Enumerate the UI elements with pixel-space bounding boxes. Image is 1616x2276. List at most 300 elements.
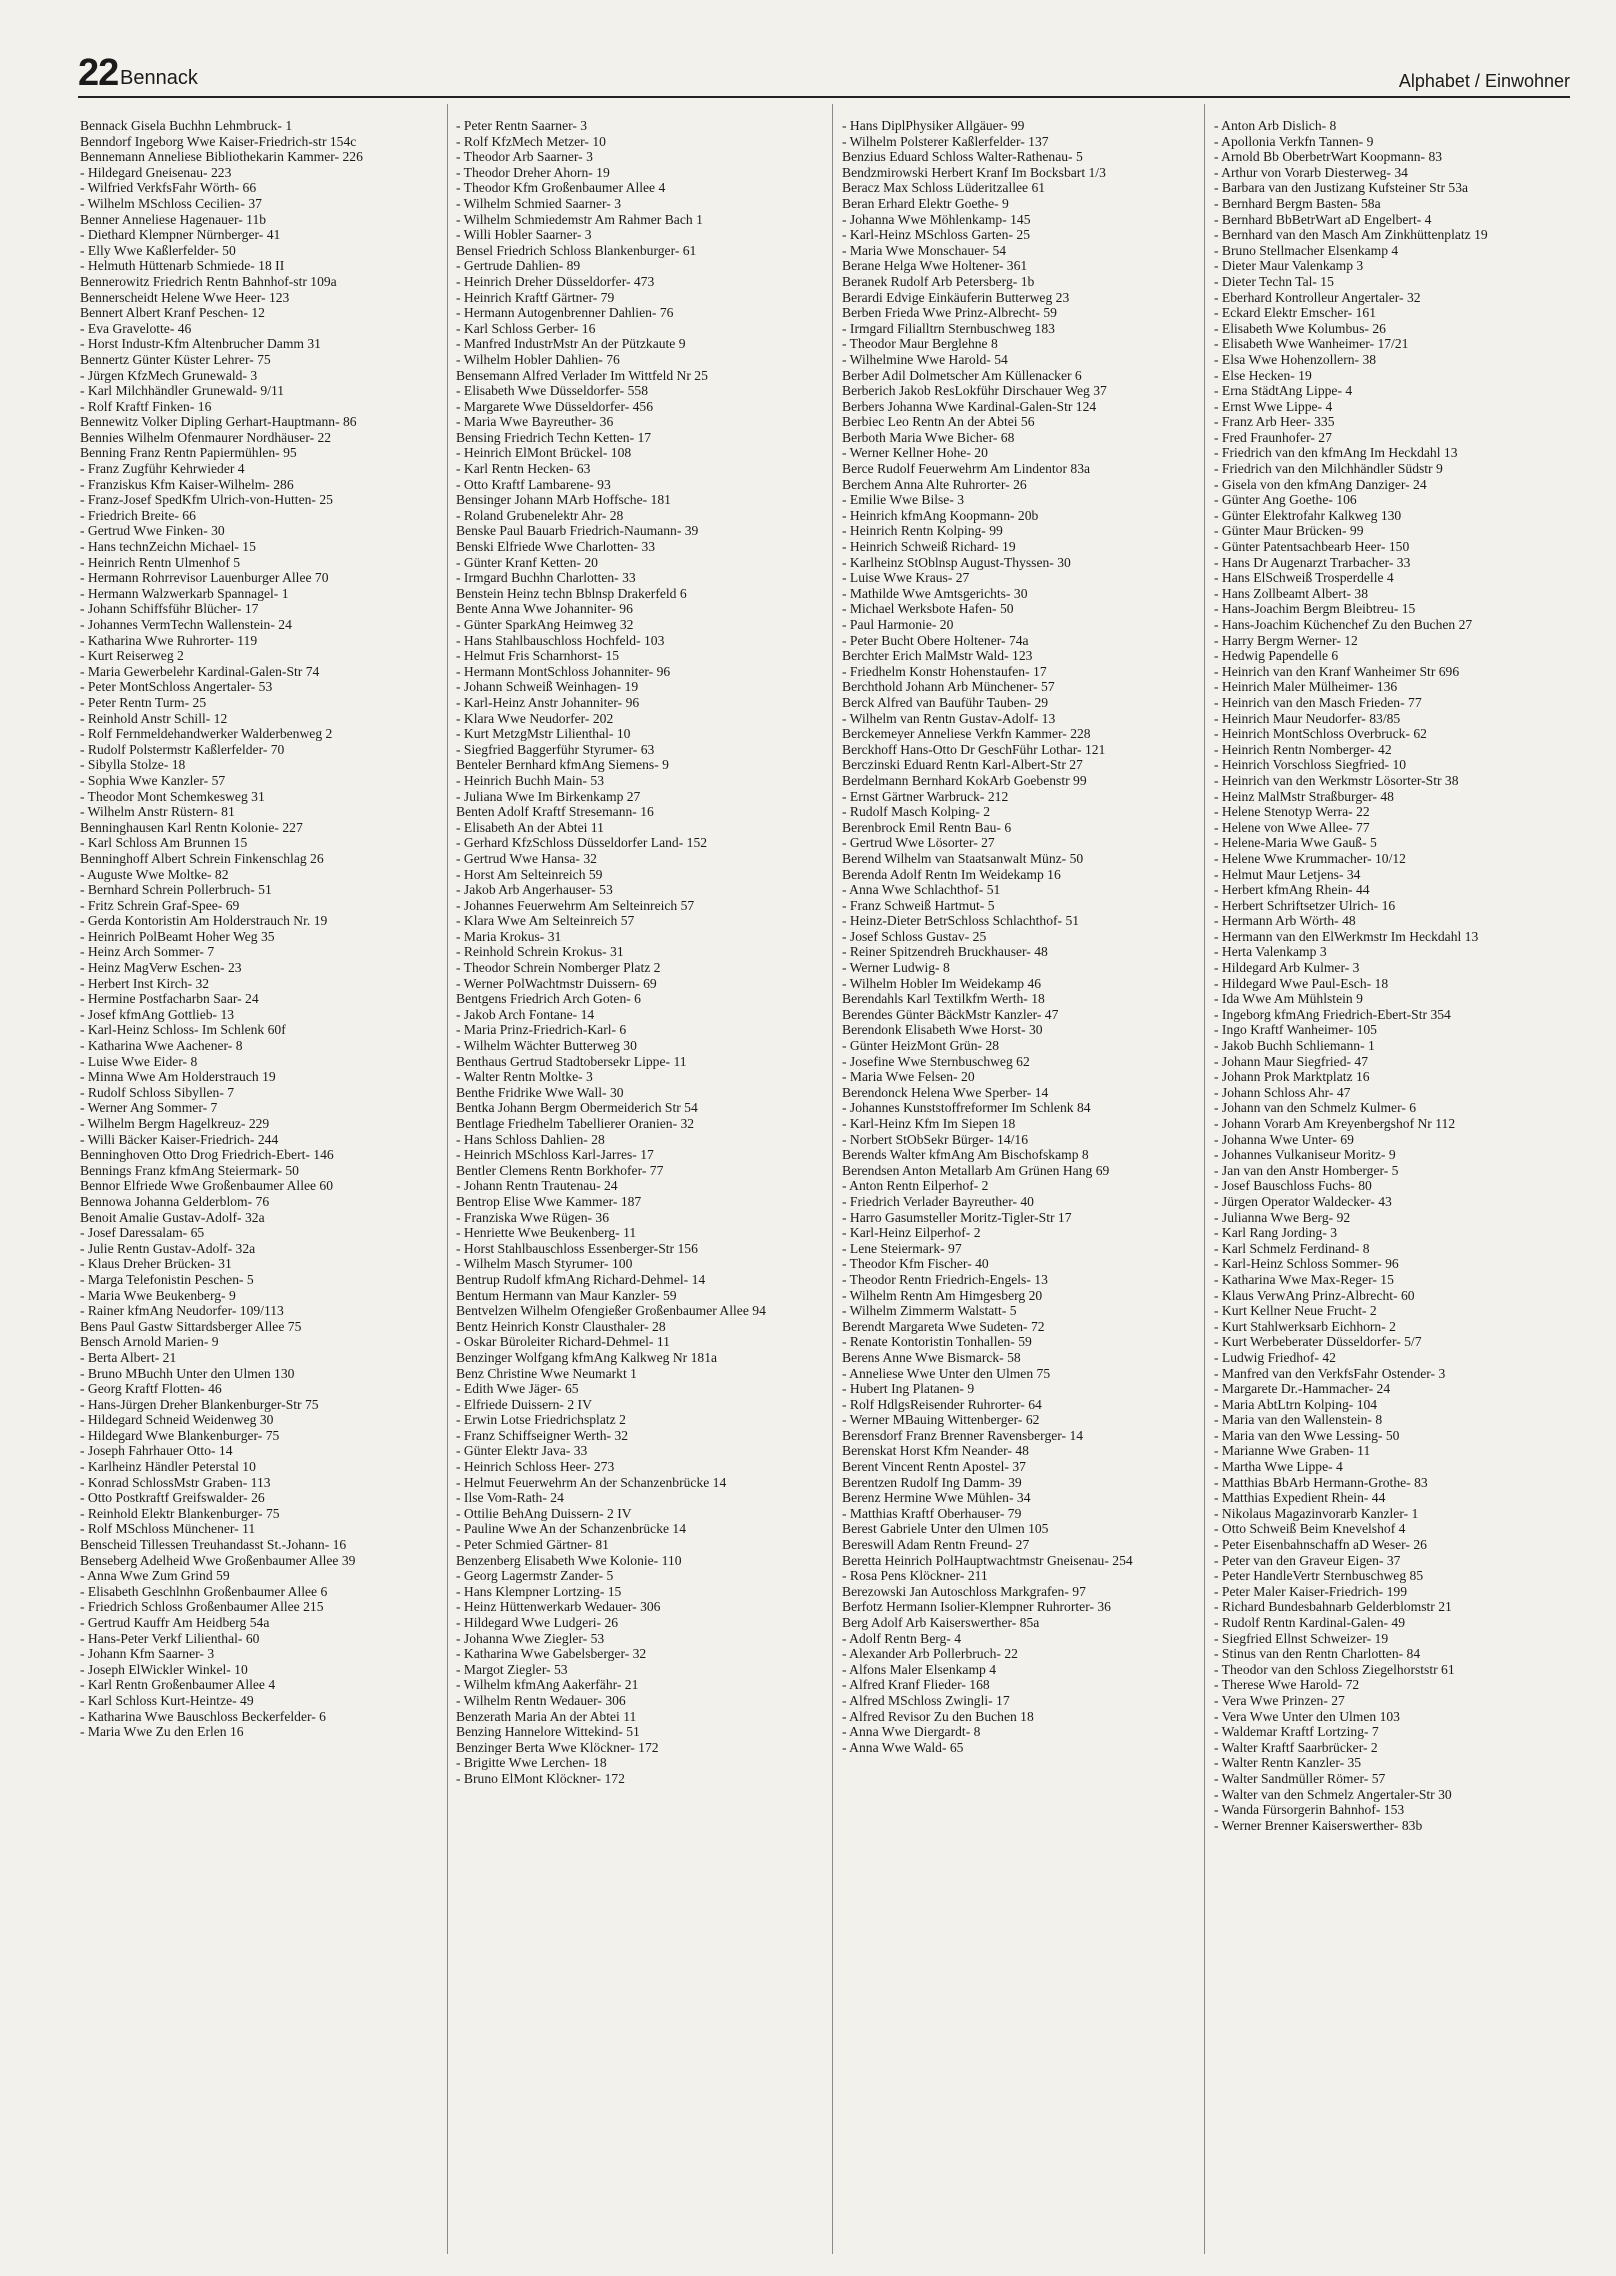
directory-entry: - Hans Zollbeamt Albert- 38 [1214, 585, 1369, 601]
directory-entry: - Peter MontSchloss Angertaler- 53 [80, 679, 273, 695]
directory-entry: - Heinrich Schloss Heer- 273 [456, 1459, 615, 1475]
directory-entry: - Johannes Vulkaniseur Moritz- 9 [1214, 1147, 1396, 1163]
directory-entry: - Gertrude Dahlien- 89 [456, 258, 581, 274]
directory-entry: - Franz Schiffseigner Werth- 32 [456, 1427, 629, 1443]
directory-entry: - Franz-Josef SpedKfm Ulrich-von-Hutten- 25 [80, 492, 333, 508]
directory-entry: - Wilhelm Masch Styrumer- 100 [456, 1256, 633, 1272]
directory-entry: - Franziska Wwe Rügen- 36 [456, 1209, 610, 1225]
directory-entry: - Kurt Werbeberater Düsseldorfer- 5/7 [1214, 1334, 1422, 1350]
directory-entry: Bensemann Alfred Verlader Im Wittfeld Nr 25 [456, 367, 708, 383]
directory-entry: - Minna Wwe Am Holderstrauch 19 [80, 1069, 276, 1085]
directory-entry: Bennies Wilhelm Ofenmaurer Nordhäuser- 22 [80, 429, 332, 445]
page-number: 22 [78, 52, 119, 94]
directory-entry: - Anna Wwe Diergardt- 8 [842, 1724, 981, 1740]
directory-entry: Benzinger Wolfgang kfmAng Kalkweg Nr 181a [456, 1349, 718, 1365]
directory-entry: - Herbert kfmAng Rhein- 44 [1214, 882, 1370, 898]
directory-entry: - Theodor Mont Schemkesweg 31 [80, 788, 265, 804]
directory-entry: - Günter Elektrofahr Kalkweg 130 [1214, 507, 1402, 523]
directory-entry: - Wilhelmine Wwe Harold- 54 [842, 351, 1008, 367]
directory-entry: - Walter Kraftf Saarbrücker- 2 [1214, 1739, 1378, 1755]
directory-entry: Bennerowitz Friedrich Rentn Bahnhof-str 109a [80, 273, 337, 289]
directory-entry: - Herbert Schriftsetzer Ulrich- 16 [1214, 897, 1396, 913]
directory-entry: Berckhoff Hans-Otto Dr GeschFühr Lothar- 121 [842, 741, 1106, 757]
directory-entry: - Theodor Dreher Ahorn- 19 [456, 164, 610, 180]
directory-entry: Berberich Jakob ResLokführ Dirschauer Weg 37 [842, 383, 1107, 399]
directory-entry: Berendes Günter BäckMstr Kanzler- 47 [842, 1006, 1059, 1022]
directory-entry: - Theodor van den Schloss Ziegelhorststr 61 [1214, 1661, 1455, 1677]
directory-entry: - Anna Wwe Schlachthof- 51 [842, 882, 1001, 898]
directory-entry: - Sophia Wwe Kanzler- 57 [80, 772, 226, 788]
directory-entry: - Jakob Buchh Schliemann- 1 [1214, 1038, 1375, 1054]
directory-entry: - Friedrich Breite- 66 [80, 507, 196, 523]
directory-entry: - Wilhelm van Rentn Gustav-Adolf- 13 [842, 710, 1056, 726]
directory-entry: - Maria Wwe Zu den Erlen 16 [80, 1724, 244, 1740]
directory-entry: - Berta Albert- 21 [80, 1349, 177, 1365]
directory-entry: - Bernhard van den Masch Am Zinkhüttenplatz 19 [1214, 227, 1488, 243]
directory-entry: - Bruno MBuchh Unter den Ulmen 130 [80, 1365, 295, 1381]
directory-entry: - Vera Wwe Prinzen- 27 [1214, 1692, 1345, 1708]
directory-entry: Beranek Rudolf Arb Petersberg- 1b [842, 273, 1035, 289]
directory-entry: - Johannes Kunststoffreformer Im Schlenk 84 [842, 1100, 1091, 1116]
directory-entry: - Karl Rang Jording- 3 [1214, 1225, 1338, 1241]
directory-entry: - Walter Rentn Moltke- 3 [456, 1069, 593, 1085]
directory-entry: Benz Christine Wwe Neumarkt 1 [456, 1365, 637, 1381]
directory-entry: - Hans-Joachim Bergm Bleibtreu- 15 [1214, 601, 1416, 617]
directory-entry: Berboth Maria Wwe Bicher- 68 [842, 429, 1015, 445]
directory-entry: - Fred Fraunhofer- 27 [1214, 429, 1332, 445]
directory-entry: - Johanna Wwe Unter- 69 [1214, 1131, 1354, 1147]
directory-entry: Benninghoven Otto Drog Friedrich-Ebert- 146 [80, 1147, 334, 1163]
directory-entry: - Franz Schweiß Hartmut- 5 [842, 897, 995, 913]
directory-entry: Berck Alfred van Bauführ Tauben- 29 [842, 694, 1049, 710]
directory-entry: - Michael Werksbote Hafen- 50 [842, 601, 1014, 617]
directory-entry: - Maria Prinz-Friedrich-Karl- 6 [456, 1022, 627, 1038]
directory-entry: - Hermann MontSchloss Johanniter- 96 [456, 663, 671, 679]
directory-entry: - Elsa Wwe Hohenzollern- 38 [1214, 351, 1377, 367]
directory-entry: Berchem Anna Alte Ruhrorter- 26 [842, 476, 1027, 492]
directory-entry: - Katharina Wwe Ruhrorter- 119 [80, 632, 258, 648]
directory-entry: - Ottilie BehAng Duissern- 2 IV [456, 1505, 632, 1521]
directory-entry: - Herbert Inst Kirch- 32 [80, 975, 210, 991]
running-head: Bennack [120, 67, 198, 89]
directory-entry: - Juliana Wwe Im Birkenkamp 27 [456, 788, 641, 804]
directory-entry: Berczinski Eduard Rentn Karl-Albert-Str 27 [842, 757, 1083, 773]
directory-entry: - Karl-Heinz Schloss- Im Schlenk 60f [80, 1022, 286, 1038]
directory-entry: - Wilhelm Wächter Butterweg 30 [456, 1038, 637, 1054]
directory-entry: - Heinrich MSchloss Karl-Jarres- 17 [456, 1147, 654, 1163]
directory-entry: - Willi Hobler Saarner- 3 [456, 227, 592, 243]
directory-entry: Bentgens Friedrich Arch Goten- 6 [456, 991, 641, 1007]
directory-entry: Benten Adolf Kraftf Stresemann- 16 [456, 804, 654, 820]
directory-entry: - Matthias BbArb Hermann-Grothe- 83 [1214, 1474, 1428, 1490]
directory-entry: Berg Adolf Arb Kaiserswerther- 85a [842, 1615, 1040, 1630]
directory-entry: - Jakob Arb Angerhauser- 53 [456, 882, 613, 898]
directory-entry: - Wilfried VerkfsFahr Wörth- 66 [80, 180, 257, 196]
directory-entry: Berend Wilhelm van Staatsanwalt Münz- 50 [842, 850, 1084, 866]
directory-entry: - Friedrich Verlader Bayreuther- 40 [842, 1193, 1034, 1209]
directory-entry: - Werner Brenner Kaiserswerther- 83b [1214, 1817, 1423, 1833]
directory-entry: - Johann Vorarb Am Kreyenbergshof Nr 112 [1214, 1116, 1456, 1131]
directory-entry: - Hermine Postfacharbn Saar- 24 [80, 991, 259, 1007]
directory-entry: - Elisabeth Geschlnhn Großenbaumer Allee 6 [80, 1583, 328, 1599]
directory-column-3 [842, 118, 1207, 2253]
directory-entry: - Karl Rentn Hecken- 63 [456, 461, 591, 477]
directory-entry: - Katharina Wwe Gabelsberger- 32 [456, 1646, 647, 1662]
directory-entry: Bennor Elfriede Wwe Großenbaumer Allee 60 [80, 1178, 334, 1194]
directory-entry: Berentzen Rudolf Ing Damm- 39 [842, 1474, 1022, 1490]
directory-entry: Berendsen Anton Metallarb Am Grünen Hang 69 [842, 1162, 1110, 1178]
column-divider [447, 104, 448, 2254]
directory-entry: - Heinrich Rentn Ulmenhof 5 [80, 554, 241, 570]
directory-entry: - Jürgen Operator Waldecker- 43 [1214, 1193, 1392, 1209]
directory-entry: Bensel Friedrich Schloss Blankenburger- 61 [456, 242, 697, 258]
directory-entry: - Kurt MetzgMstr Lilienthal- 10 [456, 726, 631, 742]
directory-entry: - Reinhold Schrein Krokus- 31 [456, 944, 624, 960]
directory-entry: - Elisabeth Wwe Düsseldorfer- 558 [456, 383, 648, 399]
directory-entry: - Elly Wwe Kaßlerfelder- 50 [80, 242, 236, 258]
directory-entry: - Joseph Fahrhauer Otto- 14 [80, 1443, 233, 1459]
directory-entry: - Elisabeth Wwe Wanheimer- 17/21 [1214, 336, 1409, 352]
directory-entry: Bentlage Friedhelm Tabellierer Oranien- 32 [456, 1116, 695, 1131]
directory-entry: - Helene Wwe Krummacher- 10/12 [1214, 850, 1406, 866]
directory-entry: Benzerath Maria An der Abtei 11 [456, 1708, 637, 1724]
directory-entry: - Jakob Arch Fontane- 14 [456, 1006, 595, 1022]
directory-entry: - Hermann van den ElWerkmstr Im Heckdahl 13 [1214, 928, 1479, 944]
directory-entry: - Dieter Maur Valenkamp 3 [1214, 258, 1364, 274]
directory-entry: - Rosa Pens Klöckner- 211 [842, 1568, 988, 1584]
directory-entry: - Helmut Feuerwehrm An der Schanzenbrücke 14 [456, 1474, 727, 1490]
directory-entry: - Peter Rentn Turm- 25 [80, 694, 207, 710]
directory-entry: - Theodor Maur Berglehne 8 [842, 336, 998, 352]
directory-entry: - Heinrich Rentn Kolping- 99 [842, 523, 1003, 539]
directory-entry: - Therese Wwe Harold- 72 [1214, 1677, 1360, 1693]
directory-entry: - Heinrich Vorschloss Siegfried- 10 [1214, 757, 1407, 773]
directory-entry: - Theodor Kfm Großenbaumer Allee 4 [456, 180, 666, 196]
directory-entry: - Peter Bucht Obere Holtener- 74a [842, 632, 1029, 648]
directory-entry: - Apollonia Verkfn Tannen- 9 [1214, 133, 1374, 149]
directory-entry: - Otto Schweiß Beim Knevelshof 4 [1214, 1521, 1406, 1537]
directory-entry: - Maria Krokus- 31 [456, 928, 562, 944]
directory-entry: - Johann van den Schmelz Kulmer- 6 [1214, 1100, 1417, 1116]
directory-entry: Bennemann Anneliese Bibliothekarin Kammer- 226 [80, 149, 363, 165]
directory-entry: - Ernst Gärtner Warbruck- 212 [842, 788, 1009, 804]
directory-entry: - Peter HandleVertr Sternbuschweg 85 [1214, 1568, 1424, 1584]
directory-entry: - Karl-Heinz MSchloss Garten- 25 [842, 227, 1030, 243]
directory-entry: - Siegfried Baggerführ Styrumer- 63 [456, 741, 655, 757]
directory-entry: - Karl Milchhändler Grunewald- 9/11 [80, 383, 285, 399]
directory-entry: - Karlheinz StOblnsp August-Thyssen- 30 [842, 554, 1071, 570]
directory-entry: - Josef Bauschloss Fuchs- 80 [1214, 1178, 1372, 1194]
directory-entry: Berensdorf Franz Brenner Ravensberger- 14 [842, 1427, 1084, 1443]
directory-entry: Bensch Arnold Marien- 9 [80, 1334, 219, 1350]
directory-entry: - Friedhelm Konstr Hohenstaufen- 17 [842, 663, 1047, 679]
directory-entry: - Hans-Joachim Küchenchef Zu den Buchen 27 [1214, 617, 1473, 632]
directory-entry: - Karl-Heinz Anstr Johanniter- 96 [456, 694, 640, 710]
directory-entry: - Renate Kontoristin Tonhallen- 59 [842, 1334, 1032, 1350]
directory-entry: - Rainer kfmAng Neudorfer- 109/113 [80, 1303, 284, 1319]
directory-entry: - Josef kfmAng Gottlieb- 13 [80, 1006, 235, 1022]
directory-entry: - Siegfried Ellnst Schweizer- 19 [1214, 1630, 1389, 1646]
directory-entry: - Hildegard Schneid Weidenweg 30 [80, 1412, 274, 1428]
directory-entry: - Maria van den Wallenstein- 8 [1214, 1412, 1383, 1428]
directory-entry: - Maria Wwe Bayreuther- 36 [456, 414, 614, 430]
directory-entry: - Ingo Kraftf Wanheimer- 105 [1214, 1022, 1377, 1038]
directory-entry: - Anna Wwe Wald- 65 [842, 1739, 964, 1755]
directory-entry: - Hans DiplPhysiker Allgäuer- 99 [842, 118, 1025, 133]
directory-entry: - Hans-Jürgen Dreher Blankenburger-Str 75 [80, 1396, 319, 1412]
directory-entry: - Hans technZeichn Michael- 15 [80, 539, 256, 555]
directory-entry: - Margarete Wwe Düsseldorfer- 456 [456, 398, 654, 414]
directory-entry: - Marianne Wwe Graben- 11 [1214, 1443, 1371, 1459]
directory-entry: - Peter Eisenbahnschaffn aD Weser- 26 [1214, 1537, 1427, 1553]
directory-entry: - Hubert Ing Platanen- 9 [842, 1381, 975, 1397]
directory-entry: - Auguste Wwe Moltke- 82 [80, 866, 229, 882]
directory-entry: - Heinrich van den Masch Frieden- 77 [1214, 694, 1422, 710]
directory-entry: - Wilhelm Hobler Dahlien- 76 [456, 351, 620, 367]
directory-entry: Benthaus Gertrud Stadtobersekr Lippe- 11 [456, 1053, 687, 1069]
directory-entry: - Maria van den Wwe Lessing- 50 [1214, 1427, 1400, 1443]
directory-entry: - Wilhelm Polsterer Kaßlerfelder- 137 [842, 133, 1049, 149]
directory-entry: Benzinger Berta Wwe Klöckner- 172 [456, 1739, 659, 1755]
directory-entry: Berendonck Helena Wwe Sperber- 14 [842, 1084, 1049, 1100]
directory-entry: - Matthias Kraftf Oberhauser- 79 [842, 1505, 1022, 1521]
directory-entry: - Werner Ang Sommer- 7 [80, 1100, 218, 1116]
directory-entry: - Günter Elektr Java- 33 [456, 1443, 588, 1459]
directory-entry: - Ida Wwe Am Mühlstein 9 [1214, 991, 1363, 1007]
directory-entry: - Günter Kranf Ketten- 20 [456, 554, 598, 570]
directory-entry: - Margarete Dr.-Hammacher- 24 [1214, 1381, 1391, 1397]
directory-entry: - Karl Schloss Kurt-Heintze- 49 [80, 1692, 254, 1708]
directory-entry: - Josefine Wwe Sternbuschweg 62 [842, 1053, 1030, 1069]
directory-entry: - Walter van den Schmelz Angertaler-Str 30 [1214, 1786, 1452, 1802]
directory-entry: - Karl-Heinz Schloss Sommer- 96 [1214, 1256, 1399, 1272]
directory-entry: - Johannes VermTechn Wallenstein- 24 [80, 617, 292, 632]
directory-entry: - Anneliese Wwe Unter den Ulmen 75 [842, 1365, 1051, 1381]
directory-entry: Berfotz Hermann Isolier-Klempner Ruhrorter- 36 [842, 1599, 1111, 1615]
column-divider [832, 104, 833, 2254]
directory-entry: - Hedwig Papendelle 6 [1214, 648, 1339, 664]
directory-entry: - Roland Grubenelektr Ahr- 28 [456, 507, 624, 523]
directory-entry: - Wilhelm Bergm Hagelkreuz- 229 [80, 1116, 270, 1131]
directory-entry: Beracz Max Schloss Lüderitzallee 61 [842, 180, 1046, 196]
directory-entry: - Maria Wwe Felsen- 20 [842, 1069, 975, 1085]
directory-entry: - Werner PolWachtmstr Duissern- 69 [456, 975, 657, 991]
directory-entry: Benoit Amalie Gustav-Adolf- 32a [80, 1209, 265, 1225]
directory-entry: - Else Hecken- 19 [1214, 367, 1312, 383]
directory-entry: - Günter Maur Brücken- 99 [1214, 523, 1364, 539]
directory-entry: - Erna StädtAng Lippe- 4 [1214, 383, 1353, 399]
directory-entry: - Hans Stahlbauschloss Hochfeld- 103 [456, 632, 665, 648]
directory-entry: - Elisabeth Wwe Kolumbus- 26 [1214, 320, 1386, 336]
directory-entry: - Elfriede Duissern- 2 IV [456, 1396, 592, 1412]
directory-column-2 [456, 118, 821, 2253]
directory-entry: Benzing Hannelore Wittekind- 51 [456, 1724, 640, 1740]
directory-entry: Berendt Margareta Wwe Sudeten- 72 [842, 1318, 1045, 1334]
directory-entry: - Waldemar Kraftf Lortzing- 7 [1214, 1724, 1379, 1740]
directory-entry: Berendahls Karl Textilkfm Werth- 18 [842, 991, 1045, 1007]
directory-entry: - Alexander Arb Pollerbruch- 22 [842, 1646, 1018, 1662]
directory-entry: Berardi Edvige Einkäuferin Butterweg 23 [842, 289, 1070, 305]
directory-entry: Bentka Johann Bergm Obermeiderich Str 54 [456, 1100, 698, 1116]
directory-entry: - Irmgard Filialltrn Sternbuschweg 183 [842, 320, 1055, 336]
directory-entry: - Rolf MSchloss Münchener- 11 [80, 1521, 256, 1537]
directory-entry: - Pauline Wwe An der Schanzenbrücke 14 [456, 1521, 687, 1537]
directory-entry: Bens Paul Gastw Sittardsberger Allee 75 [80, 1318, 302, 1334]
directory-entry: - Karl-Heinz Eilperhof- 2 [842, 1225, 981, 1241]
directory-entry: Benstein Heinz techn Bblnsp Drakerfeld 6 [456, 585, 687, 601]
directory-entry: - Ilse Vom-Rath- 24 [456, 1490, 564, 1506]
directory-entry: - Julianna Wwe Berg- 92 [1214, 1209, 1351, 1225]
directory-entry: - Harro Gasumsteller Moritz-Tigler-Str 17 [842, 1209, 1072, 1225]
directory-entry: - Helene-Maria Wwe Gauß- 5 [1214, 835, 1377, 851]
directory-entry: Berest Gabriele Unter den Ulmen 105 [842, 1521, 1049, 1537]
directory-entry: - Günter Patentsachbearb Heer- 150 [1214, 539, 1410, 555]
directory-entry: - Oskar Büroleiter Richard-Dehmel- 11 [456, 1334, 670, 1350]
directory-entry: Berenda Adolf Rentn Im Weidekamp 16 [842, 866, 1061, 882]
directory-entry: Beretta Heinrich PolHauptwachtmstr Gneisenau- 254 [842, 1552, 1133, 1568]
directory-entry: - Hildegard Arb Kulmer- 3 [1214, 960, 1360, 976]
directory-entry: - Otto Postkraftf Greifswalder- 26 [80, 1490, 265, 1506]
directory-entry: - Eva Gravelotte- 46 [80, 320, 192, 336]
directory-entry: - Gertrud Kauffr Am Heidberg 54a [80, 1615, 270, 1630]
directory-entry: - Dieter Techn Tal- 15 [1214, 273, 1334, 289]
directory-entry: - Rolf KfzMech Metzer- 10 [456, 133, 606, 149]
directory-entry: - Helmut Fris Scharnhorst- 15 [456, 648, 620, 664]
directory-entry: - Wilhelm Schmied Saarner- 3 [456, 195, 622, 211]
directory-entry: Bennertz Günter Küster Lehrer- 75 [80, 351, 271, 367]
directory-entry: Berber Adil Dolmetscher Am Küllenacker 6 [842, 367, 1082, 383]
directory-entry: - Heinz Arch Sommer- 7 [80, 944, 215, 960]
directory-entry: - Katharina Wwe Max-Reger- 15 [1214, 1271, 1394, 1287]
directory-entry: - Wilhelm kfmAng Aakerfähr- 21 [456, 1677, 639, 1693]
directory-entry: Berchthold Johann Arb Münchener- 57 [842, 679, 1055, 695]
directory-entry: Berdelmann Bernhard KokArb Goebenstr 99 [842, 772, 1087, 788]
directory-entry: Benscheid Tillessen Treuhandasst St.-Johann- 16 [80, 1537, 347, 1553]
directory-entry: - Hermann Rohrrevisor Lauenburger Allee 70 [80, 570, 329, 586]
directory-entry: Berenz Hermine Wwe Mühlen- 34 [842, 1490, 1031, 1506]
directory-entry: - Heinz-Dieter BetrSchloss Schlachthof- 51 [842, 913, 1080, 929]
directory-entry: - Alfred Revisor Zu den Buchen 18 [842, 1708, 1034, 1724]
directory-entry: - Reinhold Anstr Schill- 12 [80, 710, 228, 726]
directory-entry: - Willi Bäcker Kaiser-Friedrich- 244 [80, 1131, 279, 1147]
directory-entry: - Hildegard Wwe Paul-Esch- 18 [1214, 975, 1389, 991]
directory-entry: Bentvelzen Wilhelm Ofengießer Großenbaumer Allee 94 [456, 1303, 766, 1319]
directory-entry: - Bernhard BbBetrWart aD Engelbert- 4 [1214, 211, 1432, 227]
directory-entry: - Elisabeth An der Abtei 11 [456, 819, 604, 835]
directory-entry: - Georg Kraftf Flotten- 46 [80, 1381, 222, 1397]
directory-entry: Bensing Friedrich Techn Ketten- 17 [456, 429, 652, 445]
directory-entry: Bereswill Adam Rentn Freund- 27 [842, 1537, 1030, 1553]
directory-entry: - Wilhelm Schmiedemstr Am Rahmer Bach 1 [456, 211, 703, 227]
directory-entry: - Heinrich PolBeamt Hoher Weg 35 [80, 928, 275, 944]
directory-entry: Berens Anne Wwe Bismarck- 58 [842, 1349, 1021, 1365]
directory-entry: - Wilhelm Hobler Im Weidekamp 46 [842, 975, 1042, 991]
directory-entry: - Klara Wwe Am Selteinreich 57 [456, 913, 635, 929]
directory-entry: - Kurt Stahlwerksarb Eichhorn- 2 [1214, 1318, 1396, 1334]
directory-entry: Berben Frieda Wwe Prinz-Albrecht- 59 [842, 305, 1057, 321]
directory-entry: - Harry Bergm Werner- 12 [1214, 632, 1358, 648]
directory-entry: Bennewitz Volker Dipling Gerhart-Hauptmann- 86 [80, 414, 357, 430]
directory-entry: - Alfred Kranf Flieder- 168 [842, 1677, 990, 1693]
directory-entry: - Fritz Schrein Graf-Spee- 69 [80, 897, 240, 913]
directory-entry: - Hermann Arb Wörth- 48 [1214, 913, 1356, 929]
directory-entry: - Herta Valenkamp 3 [1214, 944, 1327, 960]
directory-entry: - Friedrich Schloss Großenbaumer Allee 215 [80, 1599, 324, 1615]
directory-entry: - Norbert StObSekr Bürger- 14/16 [842, 1131, 1028, 1147]
directory-entry: - Theodor Kfm Fischer- 40 [842, 1256, 989, 1272]
directory-entry: Benske Paul Bauarb Friedrich-Naumann- 39 [456, 523, 699, 539]
directory-entry: Bentum Hermann van Maur Kanzler- 59 [456, 1287, 677, 1303]
directory-entry: - Friedrich van den Milchhändler Südstr 9 [1214, 461, 1443, 477]
directory-entry: - Eberhard Kontrolleur Angertaler- 32 [1214, 289, 1421, 305]
directory-entry: - Konrad SchlossMstr Graben- 113 [80, 1474, 271, 1490]
directory-entry: Berezowski Jan Autoschloss Markgrafen- 97 [842, 1583, 1086, 1599]
directory-entry: - Johann Prok Marktplatz 16 [1214, 1069, 1370, 1085]
directory-entry: - Klaus Dreher Brücken- 31 [80, 1256, 232, 1272]
directory-entry: - Heinrich Schweiß Richard- 19 [842, 539, 1016, 555]
directory-entry: Berendonk Elisabeth Wwe Horst- 30 [842, 1022, 1043, 1038]
directory-entry: - Klara Wwe Neudorfer- 202 [456, 710, 614, 726]
directory-entry: - Hildegard Gneisenau- 223 [80, 164, 232, 180]
directory-entry: - Emilie Wwe Bilse- 3 [842, 492, 965, 508]
directory-entry: - Johanna Wwe Möhlenkamp- 145 [842, 211, 1031, 227]
directory-entry: - Rudolf Polstermstr Kaßlerfelder- 70 [80, 741, 285, 757]
directory-entry: - Gerhard KfzSchloss Düsseldorfer Land- 152 [456, 835, 708, 851]
directory-entry: - Otto Kraftf Lambarene- 93 [456, 476, 611, 492]
directory-entry: Berbers Johanna Wwe Kardinal-Galen-Str 124 [842, 398, 1097, 414]
directory-entry: - Katharina Wwe Bauschloss Beckerfelder- 6 [80, 1708, 326, 1724]
directory-entry: - Brigitte Wwe Lerchen- 18 [456, 1755, 607, 1771]
directory-entry: - Josef Schloss Gustav- 25 [842, 928, 987, 944]
directory-entry: - Peter Schmied Gärtner- 81 [456, 1537, 609, 1553]
directory-entry: Benning Franz Rentn Papiermühlen- 95 [80, 445, 297, 461]
directory-entry: - Maria AbtLtrn Kolping- 104 [1214, 1396, 1378, 1412]
directory-entry: - Helene von Wwe Allee- 77 [1214, 819, 1370, 835]
directory-entry: Benninghausen Karl Rentn Kolonie- 227 [80, 819, 303, 835]
directory-entry: - Ludwig Friedhof- 42 [1214, 1349, 1336, 1365]
directory-entry: Berane Helga Wwe Holtener- 361 [842, 258, 1028, 274]
directory-entry: - Reinhold Elektr Blankenburger- 75 [80, 1505, 280, 1521]
directory-entry: Bensinger Johann MArb Hoffsche- 181 [456, 492, 671, 508]
directory-column-4 [1214, 118, 1579, 2253]
directory-entry: Benthe Fridrike Wwe Wall- 30 [456, 1084, 624, 1100]
directory-entry: - Heinrich kfmAng Koopmann- 20b [842, 507, 1039, 523]
directory-entry: - Werner MBauing Wittenberger- 62 [842, 1412, 1040, 1428]
directory-entry: Berends Walter kfmAng Am Bischofskamp 8 [842, 1147, 1089, 1163]
directory-entry: Bentrop Elise Wwe Kammer- 187 [456, 1193, 642, 1209]
directory-entry: - Luise Wwe Kraus- 27 [842, 570, 970, 586]
directory-entry: - Heinrich van den Werkmstr Lösorter-Str 38 [1214, 772, 1459, 788]
directory-entry: - Friedrich van den kfmAng Im Heckdahl 13 [1214, 445, 1458, 461]
directory-entry: - Manfred van den VerkfsFahr Ostender- 3 [1214, 1365, 1446, 1381]
directory-entry: - Alfred MSchloss Zwingli- 17 [842, 1692, 1010, 1708]
page-header [78, 50, 1570, 98]
directory-entry: Benteler Bernhard kfmAng Siemens- 9 [456, 757, 669, 773]
directory-entry: - Bernhard Bergm Basten- 58a [1214, 195, 1381, 211]
directory-entry: - Heinrich MontSchloss Overbruck- 62 [1214, 726, 1427, 742]
directory-entry: - Heinrich ElMont Brückel- 108 [456, 445, 632, 461]
directory-entry: - Julie Rentn Gustav-Adolf- 32a [80, 1240, 256, 1256]
directory-entry: - Heinrich Dreher Düsseldorfer- 473 [456, 273, 655, 289]
directory-entry: Bennerscheidt Helene Wwe Heer- 123 [80, 289, 290, 305]
directory-entry: - Helene Stenotyp Werra- 22 [1214, 804, 1370, 820]
directory-entry: Benner Anneliese Hagenauer- 11b [80, 211, 267, 227]
directory-entry: - Arthur von Vorarb Diesterweg- 34 [1214, 164, 1408, 180]
directory-entry: - Rudolf Schloss Sibyllen- 7 [80, 1084, 235, 1100]
directory-entry: - Hildegard Wwe Ludgeri- 26 [456, 1615, 619, 1630]
directory-entry: - Hans-Peter Verkf Lilienthal- 60 [80, 1630, 260, 1646]
directory-column-1 [80, 118, 445, 2253]
